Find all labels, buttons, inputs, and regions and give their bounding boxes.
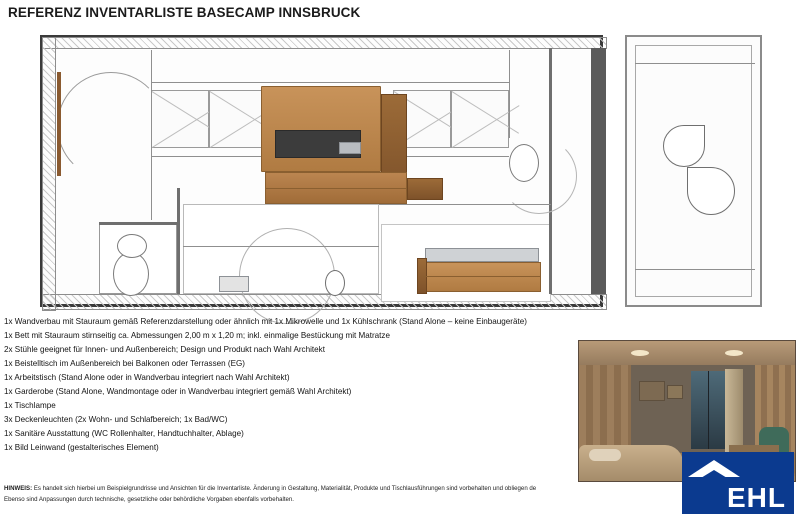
plan-guide-line <box>151 50 152 220</box>
wall-unit-edge <box>265 188 407 189</box>
photo-ceiling-light <box>725 350 743 356</box>
photo-wall-art <box>639 381 665 401</box>
spec-item: 3x Deckenleuchten (2x Wohn- und Schlafbereich; 1x Bad/WC) <box>4 415 228 425</box>
spec-item: 1x Arbeitstisch (Stand Alone oder in Wandverbau integriert nach Wahl Architekt) <box>4 373 290 383</box>
spec-item: 1x Wandverbau mit Stauraum gemäß Referenzdarstellung oder ähnlich mit 1x Mikrowelle und 1x Kühlschrank (Stand Alone – keine Einbaugeräte) <box>4 317 527 326</box>
washbasin-3d <box>219 276 249 292</box>
balcony-plant <box>687 167 735 215</box>
ceiling-grid-cell <box>451 90 509 148</box>
spec-item: 1x Tischlampe <box>4 401 56 411</box>
balcony-plan <box>625 35 762 307</box>
spec-item: 1x Beistelltisch im Außenbereich bei Balkonen oder Terrassen (EG) <box>4 359 245 369</box>
apartment-outline <box>40 35 603 307</box>
spec-item: 1x Garderobe (Stand Alone, Wandmontage oder in Wandverbau integriert gemäß Wahl Architekt) <box>4 387 352 397</box>
wall-unit-3d <box>261 86 381 172</box>
bathroom-partition <box>177 188 180 294</box>
kitchen-3d-line <box>423 276 541 277</box>
balcony-plant <box>663 125 705 167</box>
logo-text: EHL <box>727 482 786 513</box>
spec-item: 1x Bild Leinwand (gestalterisches Element) <box>4 443 159 453</box>
spec-item: 2x Stühle geeignet für Innen- und Außenbereich; Design und Produkt nach Wahl Architekt <box>4 345 325 355</box>
toilet-plan <box>509 144 539 182</box>
spec-item: 1x Sanitäre Ausstattung (WC Rollenhalter, Handtuchhalter, Ablage) <box>4 429 244 439</box>
plan-guide-line <box>509 50 510 138</box>
photo-curtain <box>725 369 743 453</box>
kitchen-worktop-3d <box>425 248 539 262</box>
floor-plan <box>40 35 762 307</box>
shower-swing-arc <box>239 228 335 324</box>
toilet-3d <box>325 270 345 296</box>
photo-wall-art <box>667 385 683 399</box>
disclaimer-line-1: Es handelt sich hierbei um Beispielgrundrisse und Ansichten für die Inventarliste. Änderung in Gestaltung, Materialität, Produkte und Tischlausführungen sind vorbehalten und obliegen de <box>33 485 537 492</box>
wall-unit-leg <box>407 178 443 200</box>
ceiling-grid-cell <box>209 90 267 148</box>
bathroom-top-wall <box>99 222 179 225</box>
photo-pillow <box>589 449 621 461</box>
kitchen-cabinet-3d <box>423 262 541 292</box>
washbasin-plan <box>117 234 147 258</box>
bathroom-3d-line <box>183 246 379 247</box>
balcony-line <box>635 63 755 64</box>
plan-guide-line <box>151 82 509 83</box>
spec-item: 1x Bett mit Stauraum stirnseitig ca. Abmessungen 2,00 m x 1,20 m; inkl. einmalige Bestückung mit Matratze <box>4 331 390 341</box>
house-roof-inner-icon <box>696 470 732 481</box>
photo-ceiling-light <box>631 350 649 356</box>
right-end-wall <box>591 48 606 294</box>
page-title: REFERENZ INVENTARLISTE BASECAMP INNSBRUCK <box>8 5 361 20</box>
top-wall-hatch <box>42 37 607 49</box>
photo-window-frame <box>708 371 709 449</box>
ehl-logo <box>682 452 794 514</box>
disclaimer-note <box>4 484 744 505</box>
disclaimer-label: HINWEIS: <box>4 485 33 492</box>
disclaimer-line-2: Ebenso sind Anpassungen durch technische, gesetzliche oder behördliche Vorgaben ebenfalls vorbehalten. <box>4 495 294 503</box>
bathtub-shower-fixture <box>113 252 149 296</box>
entry-door-leaf <box>57 72 61 176</box>
inventory-spec-list <box>4 315 664 455</box>
balcony-line <box>635 269 755 270</box>
entry-door-swing <box>57 72 165 180</box>
appliance-microwave <box>339 142 361 154</box>
plan-guide-line <box>379 204 551 205</box>
left-wall-hatch <box>42 37 56 311</box>
